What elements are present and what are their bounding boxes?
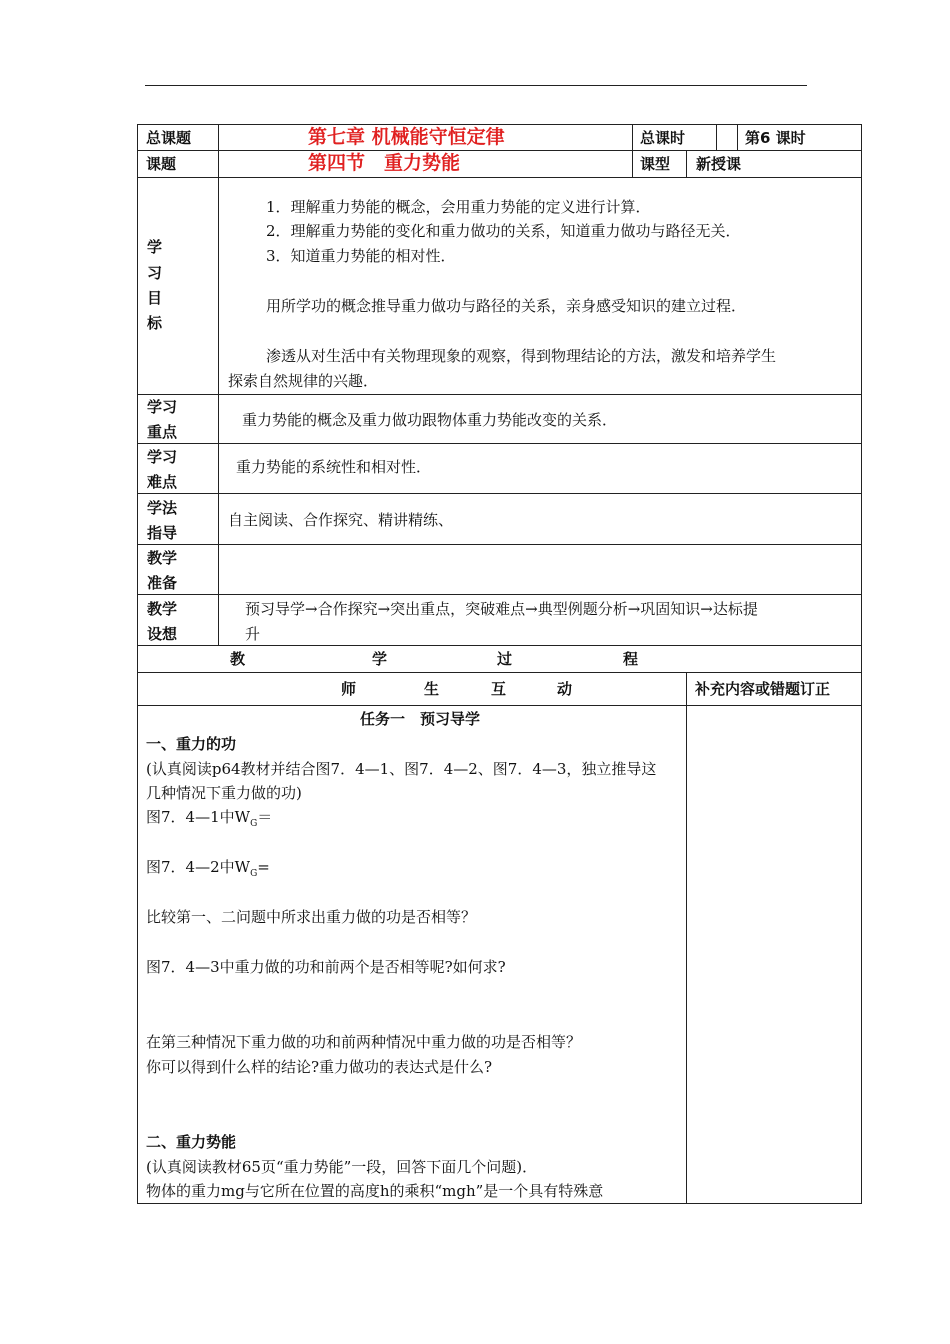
- task-title: 任务一 预习导学: [360, 710, 481, 728]
- preparation-label: 教学: [147, 549, 178, 567]
- process-title-char: 教: [230, 650, 246, 668]
- goals-label-char: 标: [147, 314, 163, 332]
- section-title: 二、重力势能: [146, 1133, 237, 1151]
- goal-line: 探索自然规律的兴趣．: [228, 372, 379, 390]
- question-6: 你可以得到什么样的结论?重力做功的表达式是什么?: [146, 1058, 493, 1076]
- goal-line: 1．理解重力势能的概念，会用重力势能的定义进行计算．: [266, 198, 651, 216]
- total-hours-label: 总课时: [640, 129, 686, 147]
- goal-line: 2．理解重力势能的变化和重力做功的关系，知道重力做功与路径无关．: [266, 222, 741, 240]
- design-label: 教学: [147, 600, 178, 618]
- difficulties-label: 难点: [147, 473, 178, 491]
- question-4: 图7．4—3中重力做的功和前两个是否相等呢?如何求?: [146, 958, 506, 976]
- difficulties-text: 重力势能的系统性和相对性．: [236, 458, 432, 476]
- process-title-char: 程: [623, 650, 639, 668]
- goal-line: 渗透从对生活中有关物理现象的观察，得到物理结论的方法，激发和培养学生: [266, 347, 777, 365]
- key-points-text: 重力势能的概念及重力做功跟物体重力势能改变的关系．: [242, 411, 618, 429]
- interaction-char: 互: [491, 680, 507, 698]
- key-points-label: 重点: [147, 423, 178, 441]
- total-topic-label: 总课题: [146, 129, 192, 147]
- process-title-char: 学: [372, 650, 388, 668]
- design-text: 升: [245, 625, 261, 643]
- question-2: 图7．4—2中$W_G=$: [146, 858, 270, 879]
- lesson-type-value: 新授课: [696, 155, 742, 173]
- question-1: 图7．4—1中$W_G=$: [146, 808, 273, 829]
- difficulties-label: 学习: [147, 448, 178, 466]
- goals-label-char: 目: [147, 289, 163, 307]
- total-topic-value: 第七章 机械能守恒定律: [308, 126, 505, 148]
- instruction-line: (认真阅读p64教材并结合图7．4—1、图7．4—2、图7．4—3，独立推导这: [146, 760, 657, 778]
- design-text: 预习导学→合作探究→突出重点，突破难点→典型例题分析→巩固知识→达标提: [245, 600, 758, 618]
- goal-line: 3．知道重力势能的相对性．: [266, 247, 456, 265]
- lesson-type-label: 课型: [640, 155, 671, 173]
- method-label: 指导: [147, 524, 178, 542]
- goal-line: 用所学功的概念推导重力做功与路径的关系，亲身感受知识的建立过程．: [266, 297, 747, 315]
- topic-label: 课题: [146, 155, 177, 173]
- header-rule: [145, 85, 807, 86]
- body-line: 物体的重力mg与它所在位置的高度h的乘积“mgh”是一个具有特殊意: [146, 1182, 604, 1200]
- interaction-char: 生: [424, 680, 440, 698]
- instruction-line: (认真阅读教材65页“重力势能”一段，回答下面几个问题)．: [146, 1158, 538, 1176]
- design-label: 设想: [147, 625, 178, 643]
- interaction-char: 动: [557, 680, 573, 698]
- method-text: 自主阅读、合作探究、精讲精练、: [228, 511, 454, 529]
- process-title-char: 过: [497, 650, 513, 668]
- supplement-label: 补充内容或错题订正: [695, 680, 831, 698]
- goals-label-char: 习: [147, 264, 163, 282]
- topic-value: 第四节 重力势能: [308, 152, 461, 174]
- question-5: 在第三种情况下重力做的功和前两种情况中重力做的功是否相等？: [146, 1033, 582, 1051]
- goals-label-char: 学: [147, 238, 163, 256]
- instruction-line: 几种情况下重力做的功): [146, 784, 302, 802]
- question-3: 比较第一、二问题中所求出重力做的功是否相等？: [146, 908, 477, 926]
- method-label: 学法: [147, 499, 178, 517]
- preparation-label: 准备: [147, 574, 178, 592]
- total-hours-value: 第6 课时: [745, 129, 806, 147]
- interaction-char: 师: [341, 680, 357, 698]
- section-title: 一、重力的功: [146, 735, 237, 753]
- key-points-label: 学习: [147, 398, 178, 416]
